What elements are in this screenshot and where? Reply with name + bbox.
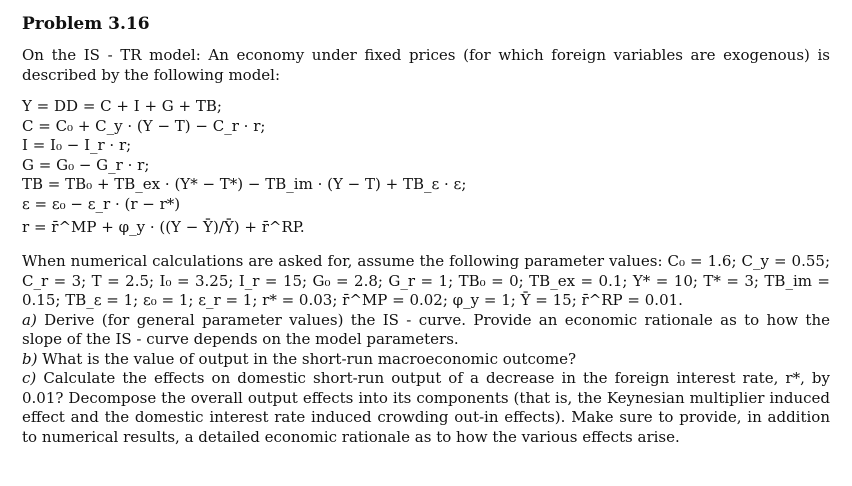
question-a-label: a): [22, 310, 37, 329]
equation-interest-rate-rule: r = r̄^MP + φ_y · ((Y − Ȳ)/Ȳ) + r̄^RP.: [22, 218, 305, 236]
problem-title: Problem 3.16: [22, 14, 150, 34]
question-c: [22, 369, 830, 447]
question-b-text: What is the value of output in the short-run macroeconomic outcome?: [42, 349, 577, 368]
parameter-values: When numerical calculations are asked for, assume the following parameter values: C₀ = 1.6; C_y = 0.55; C_r = 3; T = 2.5; I₀ = 3.25; I_r = 15; G₀ = 2.8; G_r = 1; TB₀ = 0; TB_ex = 0.1; Y* = 10; T* = 3; TB_im = 0.15; TB_ε = 1; ε₀ = 1; ε_r = 1; r* = 0.03; r̄^MP = 0.02; φ_y = 1; Ȳ = 15; r̄^RP = 0.01.: [22, 252, 830, 309]
equation-investment: I = I₀ − I_r · r;: [22, 136, 132, 154]
problem-intro: On the IS - TR model: An economy under fixed prices (for which foreign variables are exogenous) is described by the following model:: [22, 46, 830, 84]
equation-trade-balance: TB = TB₀ + TB_ex · (Y* − T*) − TB_im · (Y − T) + TB_ε · ε;: [22, 175, 467, 193]
model-equations: [22, 97, 830, 240]
question-c-text: Calculate the effects on domestic short-run output of a decrease in the foreign interest rate, r*, by 0.01? Decompose the overall output effects into its components (that is, the Keynesian multiplier induced effect and the domestic interest rate induced crowding out-in effects). Make sure to provide, in addition to numerical results, a detailed economic rationale as to how the various effects arise.: [22, 369, 830, 446]
equation-government: G = G₀ − G_r · r;: [22, 155, 150, 174]
question-a: [22, 311, 830, 350]
question-a-text: Derive (for general parameter values) the IS - curve. Provide an economic rationale as to how the slope of the IS - curve depends on the model parameters.: [22, 310, 830, 348]
question-b-label: b): [22, 349, 38, 368]
equation-exchange-rate: ε = ε₀ − ε_r · (r − r*): [22, 194, 181, 213]
question-c-label: c): [22, 369, 37, 387]
equation-aggregate-demand: Y = DD = C + I + G + TB;: [22, 97, 222, 115]
question-b: [22, 350, 830, 370]
equation-consumption: C = C₀ + C_y · (Y − T) − C_r · r;: [22, 116, 266, 135]
